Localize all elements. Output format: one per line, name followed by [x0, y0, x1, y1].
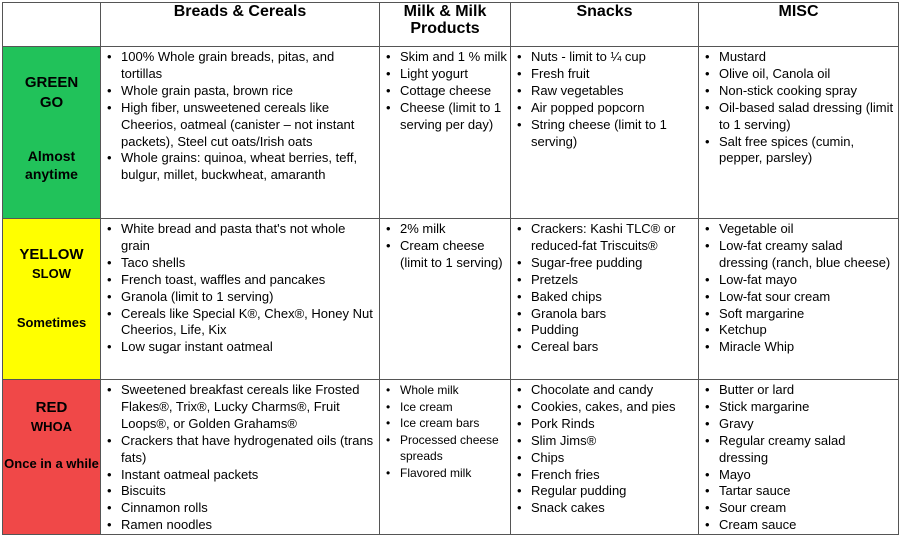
header-breads: Breads & Cereals	[101, 3, 380, 47]
category-yellow	[3, 219, 101, 380]
item-list	[699, 47, 898, 167]
item-list	[699, 219, 898, 356]
row-green	[3, 47, 899, 219]
list-item: • Processed cheese spreads	[386, 432, 507, 465]
item-list	[101, 219, 379, 356]
list-item: • Flavored milk	[386, 465, 507, 482]
list-item: • String cheese (limit to 1 serving)	[517, 117, 695, 151]
row-red	[3, 380, 899, 535]
list-item: • Miracle Whip	[705, 339, 895, 356]
list-item: • Instant oatmeal packets	[107, 467, 376, 484]
list-item: • Taco shells	[107, 255, 376, 272]
item-list	[101, 380, 379, 534]
list-item: • Ice cream bars	[386, 415, 507, 432]
list-item: • Air popped popcorn	[517, 100, 695, 117]
cell-milk-green	[380, 47, 511, 219]
cell-snacks-red	[511, 380, 699, 535]
list-item: • 2% milk	[386, 221, 507, 238]
list-item: • Raw vegetables	[517, 83, 695, 100]
list-item: • Chocolate and candy	[517, 382, 695, 399]
list-item: • Sour cream	[705, 500, 895, 517]
row-yellow	[3, 219, 899, 380]
list-item: • Snack cakes	[517, 500, 695, 517]
list-item: • Salt free spices (cumin, pepper, parsley)	[705, 134, 895, 168]
cell-milk-red	[380, 380, 511, 535]
list-item: • High fiber, unsweetened cereals like Cheerios, oatmeal (canister – not instant packets), Steel cut oats/Irish oats	[107, 100, 376, 151]
list-item: • Tartar sauce	[705, 483, 895, 500]
item-list	[511, 47, 698, 150]
cell-misc-yellow	[699, 219, 899, 380]
list-item: • Skim and 1 % milk	[386, 49, 507, 66]
item-list	[380, 47, 510, 134]
cell-snacks-yellow	[511, 219, 699, 380]
list-item: • French fries	[517, 467, 695, 484]
list-item: • Mustard	[705, 49, 895, 66]
header-corner	[3, 3, 101, 47]
list-item: • Low-fat mayo	[705, 272, 895, 289]
list-item: • Non-stick cooking spray	[705, 83, 895, 100]
list-item: • Sweetened breakfast cereals like Frosted Flakes®, Trix®, Lucky Charms®, Fruit Loops®, or Golden Grahams®	[107, 382, 376, 433]
food-guide-table	[2, 2, 899, 535]
list-item: • Stick margarine	[705, 399, 895, 416]
list-item: • Mayo	[705, 467, 895, 484]
item-list	[699, 380, 898, 534]
list-item: • French toast, waffles and pancakes	[107, 272, 376, 289]
list-item: • Crackers that have hydrogenated oils (trans fats)	[107, 433, 376, 467]
cell-breads-green	[101, 47, 380, 219]
list-item: • Whole milk	[386, 382, 507, 399]
category-frequency: Once in a while	[4, 456, 99, 471]
list-item: • Olive oil, Canola oil	[705, 66, 895, 83]
item-list	[511, 219, 698, 356]
category-label: RED	[35, 399, 68, 416]
header-snacks: Snacks	[511, 3, 699, 47]
list-item: • Regular pudding	[517, 483, 695, 500]
category-frequency: Almost anytime	[25, 148, 78, 182]
list-item: • Chips	[517, 450, 695, 467]
item-list	[101, 47, 379, 184]
header-row	[3, 3, 899, 47]
list-item: • Pretzels	[517, 272, 695, 289]
category-frequency: Sometimes	[16, 315, 87, 330]
list-item: • Slim Jims®	[517, 433, 695, 450]
list-item: • Gravy	[705, 416, 895, 433]
list-item: • Cream cheese (limit to 1 serving)	[386, 238, 507, 272]
list-item: • White bread and pasta that's not whole grain	[107, 221, 376, 255]
list-item: • Cereals like Special K®, Chex®, Honey Nut Cheerios, Life, Kix	[107, 306, 376, 340]
list-item: • Cottage cheese	[386, 83, 507, 100]
list-item: • Cereal bars	[517, 339, 695, 356]
list-item: • Butter or lard	[705, 382, 895, 399]
list-item: • Granola bars	[517, 306, 695, 323]
list-item: • Low-fat creamy salad dressing (ranch, blue cheese)	[705, 238, 895, 272]
list-item: • Cookies, cakes, and pies	[517, 399, 695, 416]
list-item: • Baked chips	[517, 289, 695, 306]
list-item: • Crackers: Kashi TLC® or reduced-fat Triscuits®	[517, 221, 695, 255]
list-item: • Biscuits	[107, 483, 376, 500]
list-item: • Regular creamy salad dressing	[705, 433, 895, 467]
list-item: • Low-fat sour cream	[705, 289, 895, 306]
category-red	[3, 380, 101, 535]
list-item: • Ketchup	[705, 322, 895, 339]
list-item: • Ice cream	[386, 399, 507, 416]
list-item: • Whole grain pasta, brown rice	[107, 83, 376, 100]
list-item: • Pudding	[517, 322, 695, 339]
category-sublabel: GO	[39, 94, 64, 111]
list-item: • Cheese (limit to 1 serving per day)	[386, 100, 507, 134]
list-item: • Light yogurt	[386, 66, 507, 83]
list-item: • 100% Whole grain breads, pitas, and tortillas	[107, 49, 376, 83]
list-item: • Whole grains: quinoa, wheat berries, teff, bulgur, millet, buckwheat, amaranth	[107, 150, 376, 184]
cell-breads-red	[101, 380, 380, 535]
category-label: YELLOW	[19, 246, 84, 263]
list-item: • Cinnamon rolls	[107, 500, 376, 517]
list-item: • Nuts - limit to ¼ cup	[517, 49, 695, 66]
header-misc: MISC	[699, 3, 899, 47]
item-list	[511, 380, 698, 517]
cell-breads-yellow	[101, 219, 380, 380]
item-list	[380, 219, 510, 272]
item-list	[380, 380, 510, 481]
category-sublabel: WHOA	[30, 419, 73, 434]
list-item: • Oil-based salad dressing (limit to 1 serving)	[705, 100, 895, 134]
list-item: • Cream sauce	[705, 517, 895, 534]
list-item: • Soft margarine	[705, 306, 895, 323]
list-item: • Fresh fruit	[517, 66, 695, 83]
list-item: • Granola (limit to 1 serving)	[107, 289, 376, 306]
cell-milk-yellow	[380, 219, 511, 380]
category-sublabel: SLOW	[32, 266, 71, 281]
list-item: • Sugar-free pudding	[517, 255, 695, 272]
category-label: GREEN	[24, 74, 79, 91]
list-item: • Low sugar instant oatmeal	[107, 339, 376, 356]
cell-misc-red	[699, 380, 899, 535]
cell-snacks-green	[511, 47, 699, 219]
list-item: • Vegetable oil	[705, 221, 895, 238]
header-milk: Milk & Milk Products	[380, 3, 511, 47]
category-green	[3, 47, 101, 219]
list-item: • Ramen noodles	[107, 517, 376, 534]
list-item: • Pork Rinds	[517, 416, 695, 433]
cell-misc-green	[699, 47, 899, 219]
